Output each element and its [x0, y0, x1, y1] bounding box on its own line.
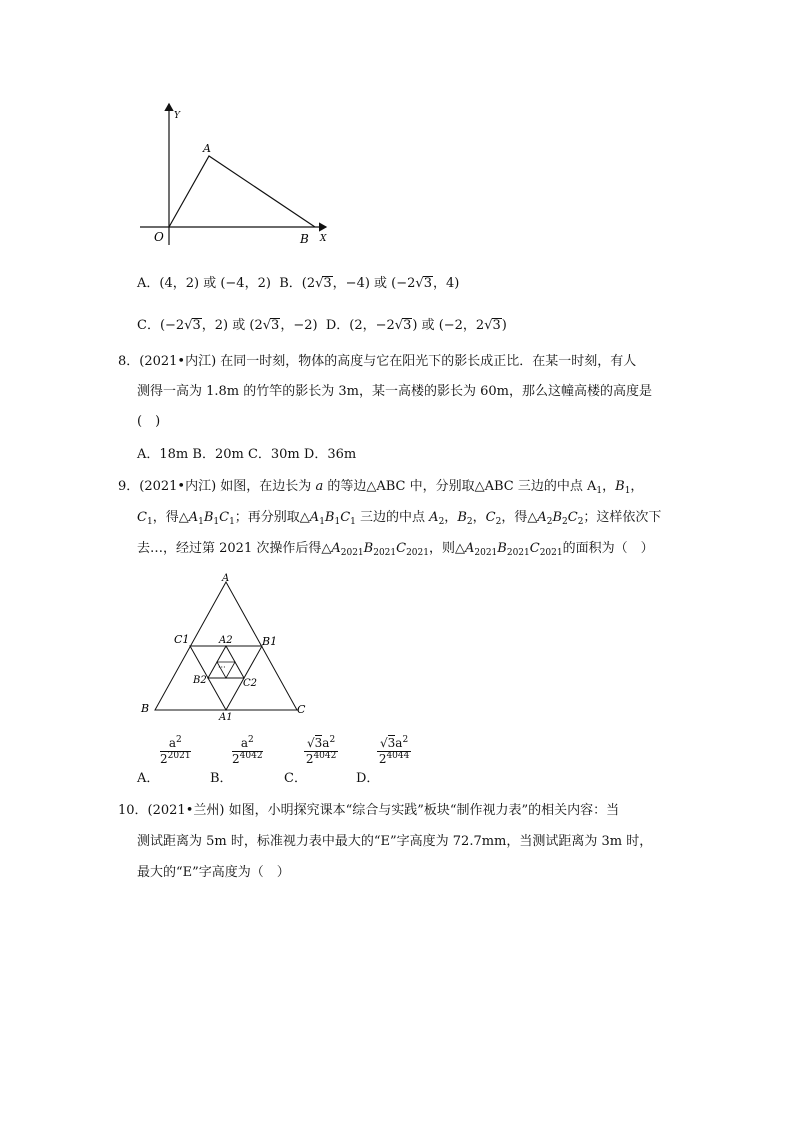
- sqrt-3: 3: [323, 276, 332, 291]
- q10-line-2: 测试距离为 5m 时，标准视力表中最大的“E”字高度为 72.7mm，当测试距离为 3m 时，: [137, 834, 653, 849]
- ellipsis-mark: ···: [218, 663, 226, 672]
- sqrt-3: 3: [403, 318, 412, 333]
- q9-option-c-fraction: $√3a^2$ $2^{4042}$: [305, 735, 337, 766]
- q9-line-1-a: 9．(2021•内江) 如图，在边长为: [118, 479, 316, 494]
- label-a2: A2: [219, 635, 233, 646]
- coordinate-figure: [140, 100, 340, 250]
- q9-line-1-c: 的等边△ABC 中，分别取△ABC 三边的中点 A: [323, 479, 597, 494]
- label-o: O: [154, 230, 164, 244]
- q9-option-d-fraction: $√3a^2$ $2^{4044}$: [378, 735, 410, 766]
- label-b1: B1: [262, 635, 278, 648]
- label-b: B: [300, 232, 309, 246]
- q8-options: A．18m B．20m C．30m D．36m: [137, 447, 357, 462]
- triangle-oab: [169, 156, 315, 227]
- label-b: B: [141, 702, 150, 715]
- q10-line-3: 最大的“E”字高度为（ ）: [137, 865, 290, 880]
- q9-option-c-label: C．: [284, 771, 307, 786]
- q9-line-1-var: a: [315, 479, 324, 494]
- sqrt-3: 3: [271, 318, 280, 333]
- q9-line-2: $C_1$，得$\triangle A_1B_1C_1$；再分别取$\triangle A_1B_1C_1$ 三边的中点 $A_2$，$B_2$，$C_2$，得$\triangle A_2B_2C_2$；这样依次下: [137, 510, 662, 527]
- q9-option-b-label: B．: [210, 771, 233, 786]
- q7-option-d-label: D．: [325, 318, 350, 333]
- q9-line-1: 9．(2021•内江) 如图，在边长为 a 的等边△ABC 中，分别取△ABC 三边的中点 $A_1$，$B_1$，: [118, 479, 644, 496]
- sqrt-3: 3: [492, 318, 501, 333]
- q7-option-a-b: A．(4，2) 或 (−4，2) B．(2√3，−4) 或 (−2√3，4): [137, 276, 460, 291]
- label-a: A: [222, 573, 230, 584]
- q7-option-a-label: A．: [137, 276, 160, 291]
- q7-option-c-d: C．(−2√3，2) 或 (2√3，−2) D．(2，−2√3) 或 (−2，2√3): [137, 318, 507, 333]
- label-a1: A1: [219, 712, 233, 723]
- q8-line-2: 测得一高为 1.8m 的竹竿的影长为 3m，某一高楼的影长为 60m，那么这幢高楼的高度是: [137, 384, 652, 399]
- nested-triangles-figure: [135, 572, 315, 724]
- label-b2: B2: [193, 675, 207, 686]
- label-c1: C1: [174, 633, 190, 646]
- q9-option-a-label: A．: [137, 771, 160, 786]
- label-c: C: [297, 703, 306, 716]
- label-x: X: [320, 234, 327, 244]
- q7-option-c-label: C．: [137, 318, 160, 333]
- q9-option-d-label: D．: [356, 771, 380, 786]
- q9-line-3: 去…，经过第 2021 次操作后得$\triangle A_{2021}B_{2021}C_{2021}$，则$\triangle A_{2021}B_{2021}C_{2021}$的面积为（ ）: [137, 541, 654, 558]
- label-a: A: [203, 142, 211, 155]
- q7-option-a-text: (4，2) 或 (−4，2): [159, 276, 271, 291]
- sqrt-3: 3: [423, 276, 432, 291]
- q8-line-1: 8．(2021•内江) 在同一时刻，物体的高度与它在阳光下的影长成正比．在某一时刻，有人: [118, 354, 637, 369]
- q8-line-3: ( ): [137, 414, 161, 429]
- q10-line-1: 10．(2021•兰州) 如图，小明探究课本“综合与实践”板块“制作视力表”的相关内容：当: [118, 803, 620, 818]
- q9-option-b-fraction: $a^2$ $2^{4042}$: [232, 735, 263, 766]
- label-y: Y: [174, 111, 180, 121]
- label-c2: C2: [243, 678, 258, 689]
- sqrt-3: 3: [192, 318, 201, 333]
- q9-option-a-fraction: $a^2$ $2^{2021}$: [160, 735, 191, 766]
- q9-line-3-a: 去…，经过第 2021 次操作后得: [137, 541, 322, 556]
- q7-option-b-label: B．: [279, 276, 302, 291]
- q9-line-3-b: 的面积为（ ）: [562, 541, 654, 556]
